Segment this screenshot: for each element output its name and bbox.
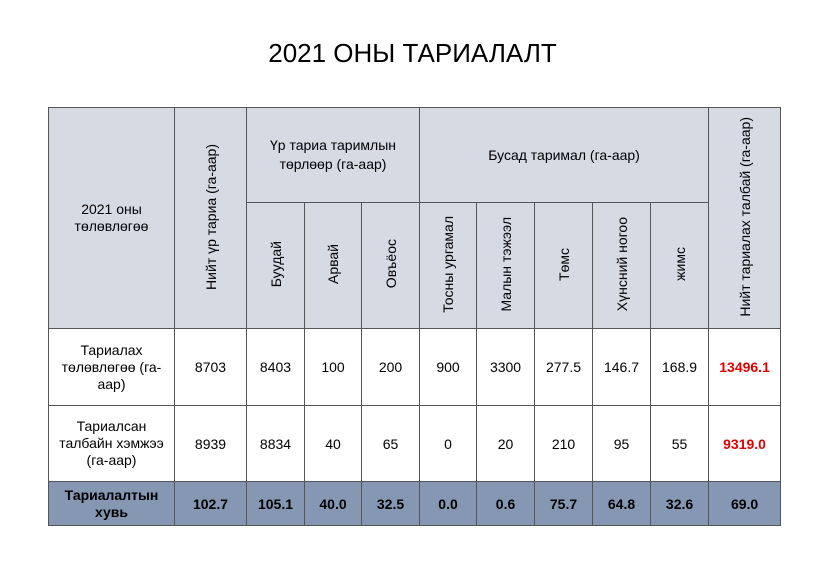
table-row — [49, 329, 781, 406]
table-cell: 900 — [420, 329, 477, 406]
table-cell: 102.7 — [175, 482, 247, 526]
col-header-oil-crops: Тосны ургамал — [420, 203, 477, 329]
table-cell: 20 — [477, 406, 535, 482]
col-header-fodder: Малын тэжээл — [477, 203, 535, 329]
table-cell: 65 — [362, 406, 420, 482]
total-grain-header: Нийт үр тариа (га-аар) — [175, 108, 247, 329]
table-cell: 40.0 — [305, 482, 362, 526]
row-label: Тариалалтын хувь — [49, 482, 175, 526]
total-cell: 9319.0 — [709, 406, 781, 482]
table-cell: 95 — [593, 406, 651, 482]
table-cell: 64.8 — [593, 482, 651, 526]
table-cell: 0.6 — [477, 482, 535, 526]
total-area-header: Нийт тариалах талбай (га-аар) — [709, 108, 781, 329]
table-cell: 32.6 — [651, 482, 709, 526]
table-cell: 277.5 — [535, 329, 593, 406]
table-cell: 100 — [305, 329, 362, 406]
table-cell: 3300 — [477, 329, 535, 406]
table-row-percent — [49, 482, 781, 526]
table-cell: 0 — [420, 406, 477, 482]
col-header-oats: Овъёос — [362, 203, 420, 329]
grain-types-group-header: Үр тариа таримлын төрлөөр (га-аар) — [247, 108, 420, 203]
page-title: 2021 ОНЫ ТАРИАЛАЛТ — [268, 38, 557, 68]
table-cell: 8703 — [175, 329, 247, 406]
table-cell: 200 — [362, 329, 420, 406]
table-cell: 146.7 — [593, 329, 651, 406]
col-header-wheat: Буудай — [247, 203, 305, 329]
table-cell: 40 — [305, 406, 362, 482]
other-crops-group-header: Бусад таримал (га-аар) — [420, 108, 709, 203]
table-row — [49, 406, 781, 482]
table-cell: 0.0 — [420, 482, 477, 526]
table-cell: 75.7 — [535, 482, 593, 526]
planting-table — [48, 107, 781, 526]
table-cell: 168.9 — [651, 329, 709, 406]
table-cell: 210 — [535, 406, 593, 482]
col-header-berries: жимс — [651, 203, 709, 329]
table-cell: 55 — [651, 406, 709, 482]
table-cell: 8939 — [175, 406, 247, 482]
table-cell: 105.1 — [247, 482, 305, 526]
table-cell: 8403 — [247, 329, 305, 406]
col-header-potato: Төмс — [535, 203, 593, 329]
corner-header: 2021 оны төлөвлөгөө — [49, 108, 175, 329]
row-label: Тариалах төлөвлөгөө (га-аар) — [49, 329, 175, 406]
total-cell: 13496.1 — [709, 329, 781, 406]
table-cell: 32.5 — [362, 482, 420, 526]
total-cell: 69.0 — [709, 482, 781, 526]
row-label: Тариалсан талбайн хэмжээ (га-аар) — [49, 406, 175, 482]
col-header-barley: Арвай — [305, 203, 362, 329]
table-cell: 8834 — [247, 406, 305, 482]
col-header-vegetables: Хүнсний ногоо — [593, 203, 651, 329]
